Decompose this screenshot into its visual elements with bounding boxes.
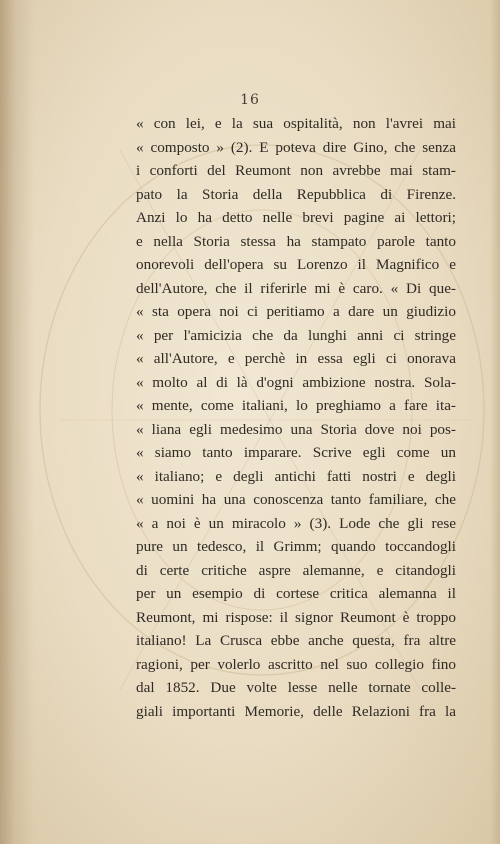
text-line: Reumont, mi rispose: il signor Reumont è troppo (136, 608, 456, 626)
text-line: « molto al di là d'ogni ambizione nostra. Sola- (136, 373, 456, 391)
body-text (136, 112, 456, 723)
text-line: « liana egli medesimo una Storia dove noi pos- (136, 420, 456, 438)
text-line: dell'Autore, che il riferirle mi è caro. « Di que- (136, 279, 456, 297)
text-line: e nella Storia stessa ha stampato parole tanto (136, 232, 456, 250)
text-line: dal 1852. Due volte lesse nelle tornate colle- (136, 679, 456, 696)
text-line: « mente, come italiani, lo preghiamo a fare ita- (136, 397, 456, 414)
text-line: i conforti del Reumont non avrebbe mai stam- (136, 162, 456, 179)
text-line: italiano! La Crusca ebbe anche questa, fra altre (136, 632, 456, 649)
text-line: « a noi è un miracolo » (3). Lode che gli rese (136, 514, 456, 532)
text-line: « per l'amicizia che da lunghi anni ci stringe (136, 326, 456, 344)
text-line: di certe critiche aspre alemanne, e citandogli (136, 561, 456, 579)
text-line: Anzi lo ha detto nelle brevi pagine ai lettori; (136, 209, 456, 226)
page-number: 16 (240, 92, 260, 108)
text-line: « con lei, e la sua ospitalità, non l'avrei mai (136, 115, 456, 132)
text-line: « italiano; e degli antichi fatti nostri e degli (136, 467, 456, 485)
text-line: « all'Autore, e perchè in essa egli ci onorava (136, 350, 456, 367)
text-line: « sta opera noi ci peritiamo a dare un giudizio (136, 303, 456, 320)
text-line: giali importanti Memorie, delle Relazioni fra la (136, 702, 456, 720)
page-edge-shadow (490, 0, 500, 844)
text-line: pure un tedesco, il Grimm; quando toccandogli (136, 538, 456, 555)
text-line: per un esempio di cortese critica alemanna il (136, 585, 456, 602)
text-line: « composto » (2). E poteva dire Gino, che senza (136, 138, 456, 156)
text-line: pato la Storia della Repubblica di Firenze. (136, 185, 456, 203)
binding-shadow (0, 0, 34, 844)
text-line: onorevoli dell'opera su Lorenzo il Magnifico e (136, 256, 456, 273)
text-line: ragioni, per volerlo ascritto nel suo collegio fino (136, 655, 456, 673)
text-line: « siamo tanto imparare. Scrive egli come un (136, 444, 456, 461)
text-line: « uomini ha una conoscenza tanto familiare, che (136, 491, 456, 508)
